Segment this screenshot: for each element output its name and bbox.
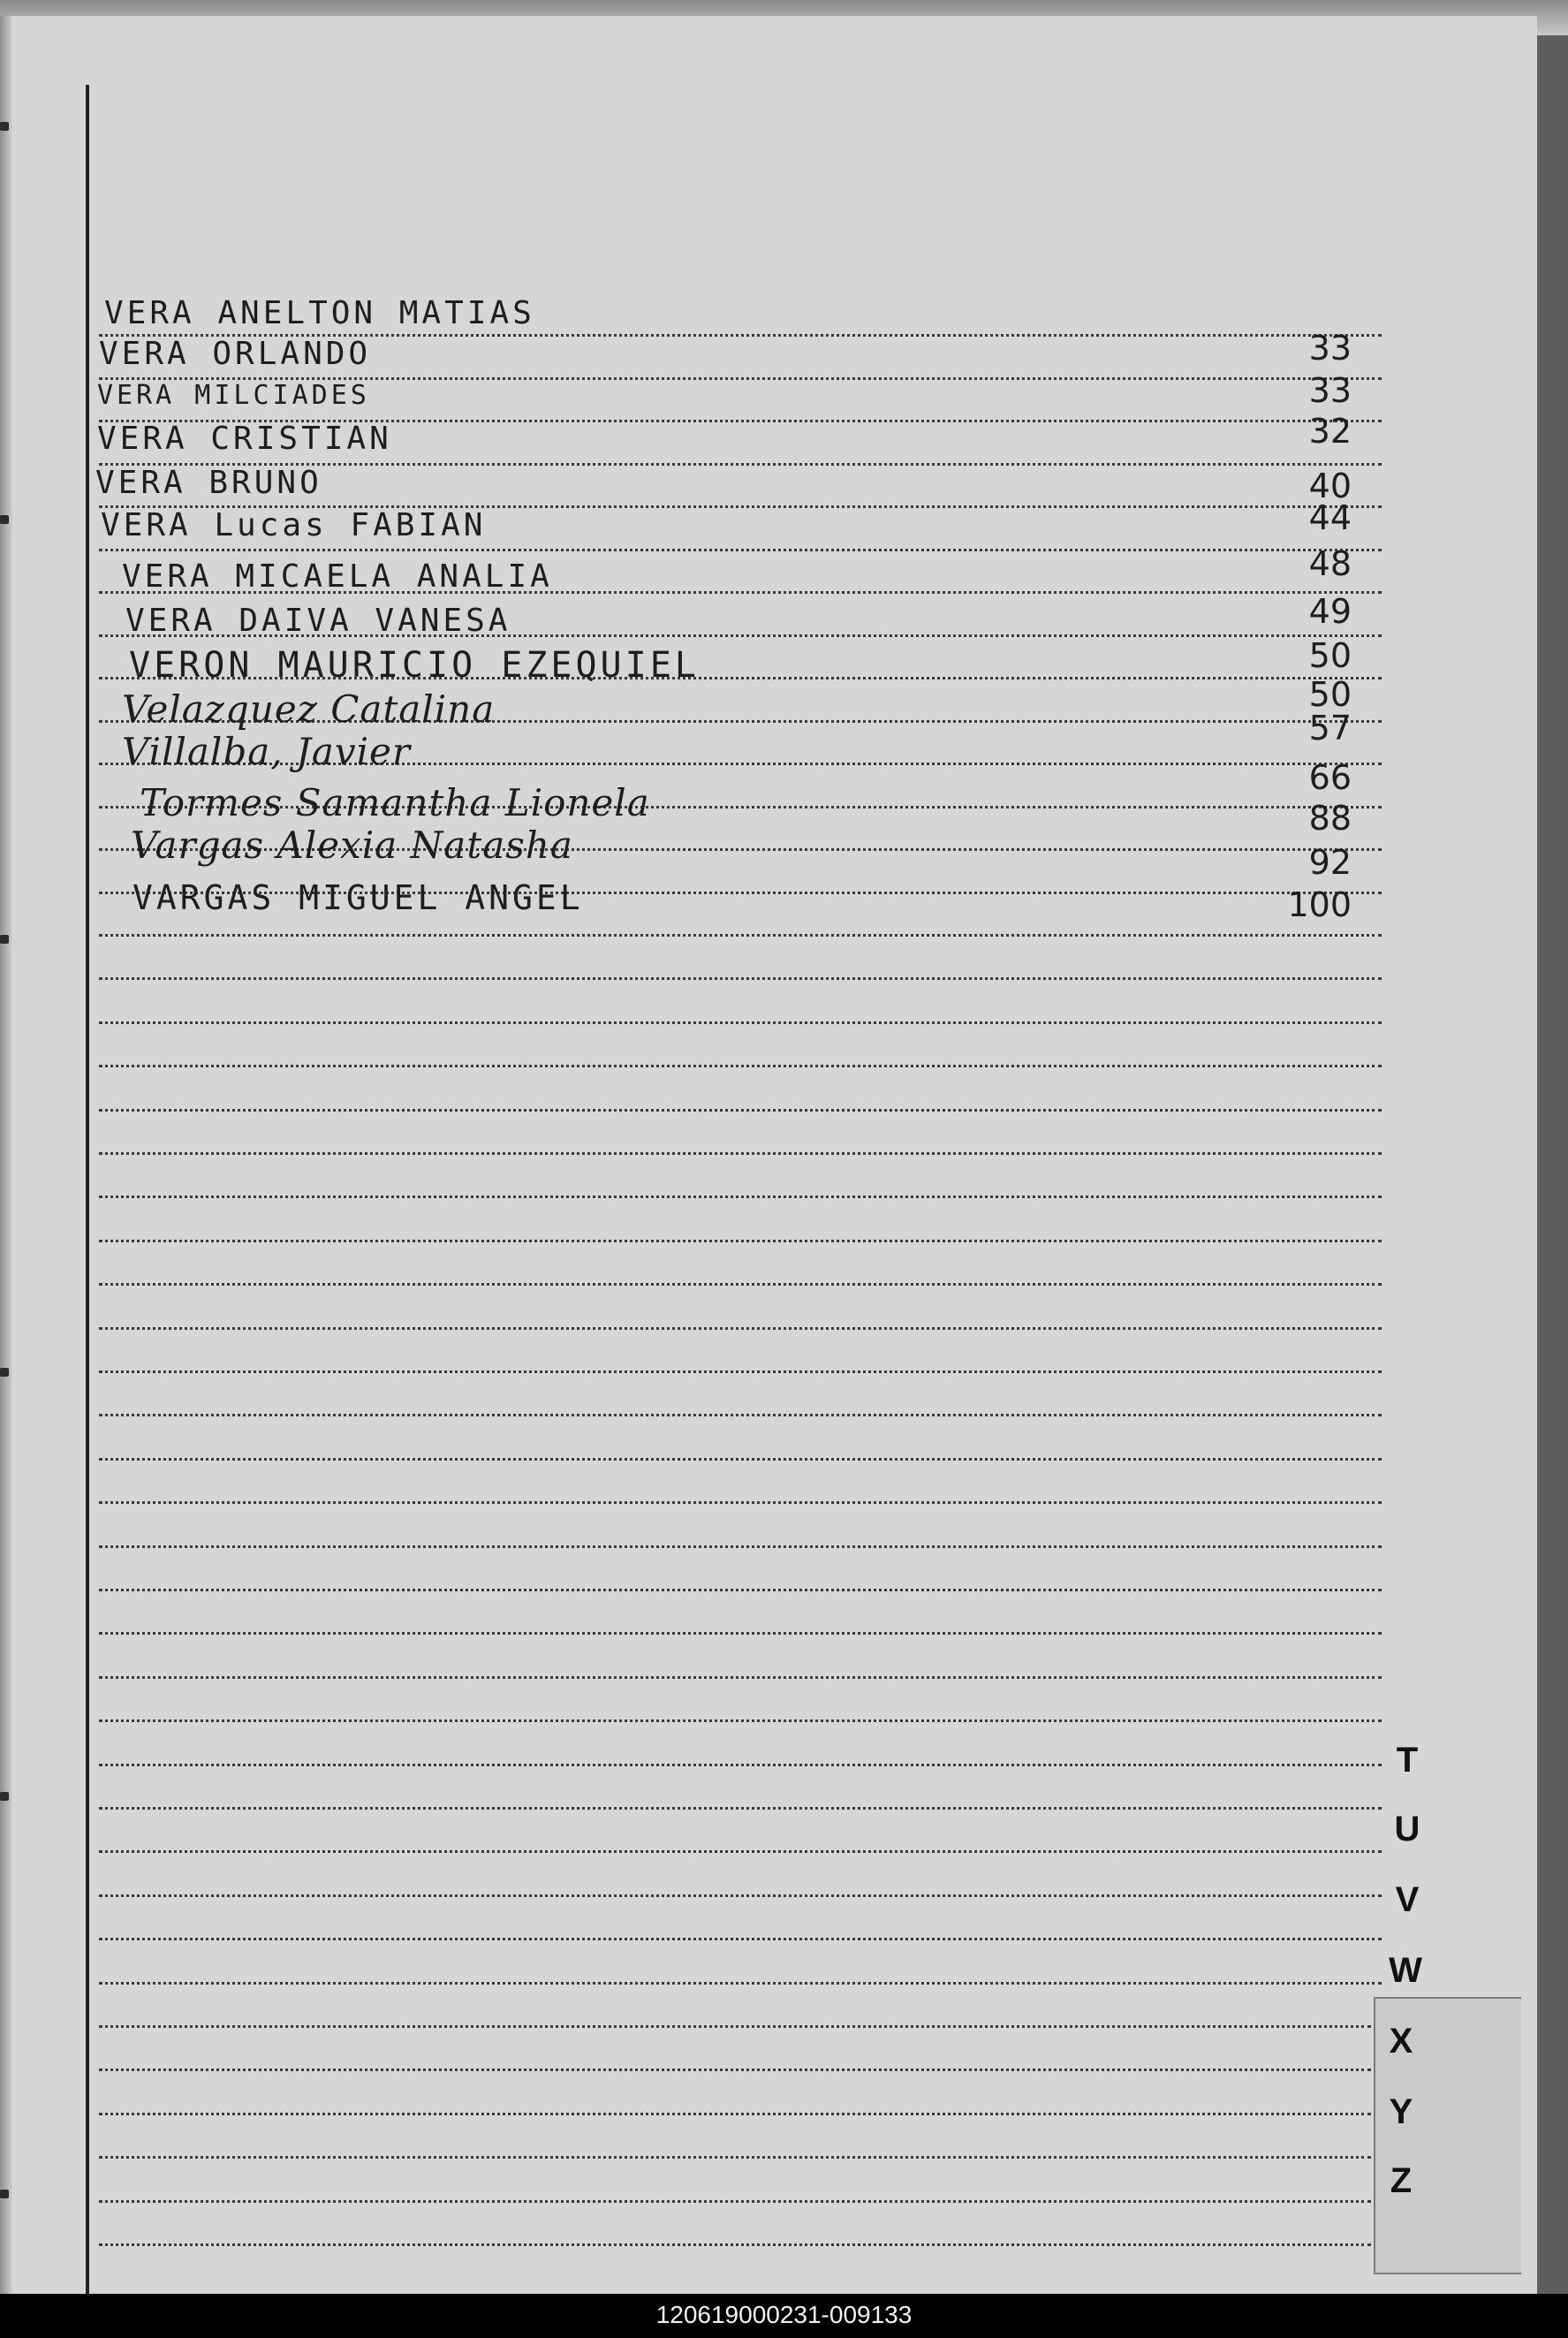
binding-edge [0,16,12,2294]
binding-hole-mark [0,2190,9,2198]
ruled-line [99,1240,1382,1242]
ruled-line [99,1327,1382,1330]
ruled-line [99,1109,1382,1112]
ruled-line [99,934,1382,937]
ruled-line [99,1152,1382,1155]
entry-name: VERA MILCIADES [97,380,370,411]
entry-page-number: 92 [1308,843,1352,882]
entry-page-number: 33 [1308,329,1352,368]
entry-name: VERA ORLANDO [99,336,372,372]
entry-name: VARGAS MIGUEL ANGEL [133,878,584,917]
ruled-line [99,1458,1382,1461]
ruled-line [99,1021,1382,1024]
ruled-line [99,1807,1382,1810]
entry-page-number: 32 [1308,412,1352,451]
ruled-line [99,1894,1382,1897]
entry-name: VERA MICAELA ANALIA [122,558,553,595]
entry-page-number: 57 [1308,709,1352,748]
ruled-line [99,549,1382,551]
entry-page-number: 50 [1308,675,1352,714]
entry-name: VERA CRISTIAN [97,421,392,457]
entry-name: VERA ANELTON MATIAS [104,295,535,331]
index-letter-x: X [1389,2022,1413,2061]
index-page [0,16,1537,2294]
entry-name: Velazquez Catalina [122,687,496,731]
ruled-line [99,1501,1382,1504]
ruled-line [99,2025,1371,2028]
margin-line [86,85,89,2294]
entry-name: Vargas Alexia Natasha [131,824,573,867]
ruled-line [99,977,1382,980]
entry-page-number: 49 [1308,592,1352,631]
ruled-line [99,1850,1382,1853]
entry-page-number: 66 [1308,758,1352,797]
index-letter-w: W [1389,1951,1422,1990]
index-letter-z: Z [1390,2161,1413,2200]
index-letter-u: U [1394,1810,1420,1848]
ruled-line [99,1414,1382,1416]
ruled-line [99,2069,1371,2071]
binding-hole-mark [0,122,9,131]
entry-name: VERA BRUNO [95,465,322,501]
entry-page-number: 44 [1308,498,1352,537]
entry-page-number: 50 [1308,636,1352,675]
ruled-line [99,1676,1382,1679]
entry-name: Tormes Samantha Lionela [140,781,650,824]
ruled-line [99,1719,1382,1722]
binding-hole-mark [0,935,9,944]
ruled-line [99,2243,1371,2246]
index-letter-v: V [1395,1880,1420,1919]
ruled-line [99,2200,1371,2203]
scan-footer [0,2294,1568,2338]
ruled-line [99,1370,1382,1373]
entry-page-number: 48 [1308,544,1352,583]
ruled-line [99,1545,1382,1548]
document-id: 120619000231-009133 [655,2301,913,2328]
ruled-line [99,1196,1382,1198]
index-letter-t: T [1396,1741,1419,1780]
entry-page-number: 33 [1308,371,1352,410]
entry-name: VERON MAURICIO EZEQUIEL [129,645,700,686]
ruled-line [99,1283,1382,1286]
ruled-line [99,2156,1371,2159]
ruled-line [99,1632,1382,1635]
ruled-line [99,1764,1382,1766]
binding-hole-mark [0,1368,9,1377]
entry-page-number: 40 [1308,467,1352,505]
ruled-line [99,2113,1371,2115]
ruled-line [99,1938,1382,1940]
entry-name: VERA DAIVA VANESA [125,603,511,639]
binding-hole-mark [0,515,9,524]
entry-page-number: 100 [1287,885,1352,924]
entry-name: Villalba, Javier [122,730,411,773]
ruled-line [99,1982,1382,1985]
binding-hole-mark [0,1792,9,1801]
entry-page-number: 88 [1308,799,1352,838]
ruled-line [99,1065,1382,1067]
entry-name: VERA Lucas FABIAN [101,507,487,543]
ruled-line [99,1589,1382,1591]
index-letter-y: Y [1389,2092,1413,2131]
